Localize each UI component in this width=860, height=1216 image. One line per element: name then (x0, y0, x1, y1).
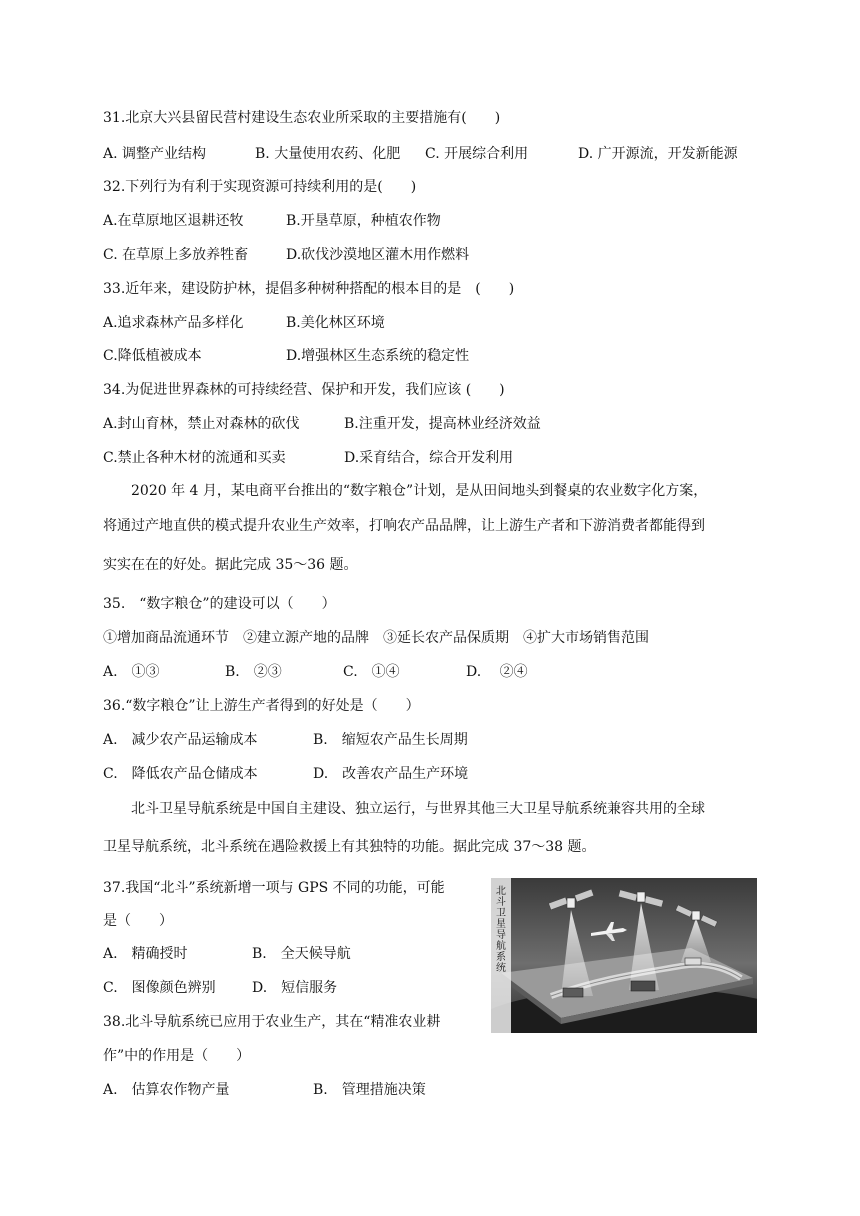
option-a: A.在草原地区退耕还牧 (103, 213, 244, 229)
option-b: B. 管理措施决策 (313, 1082, 426, 1098)
option-d: D. ②④ (466, 664, 528, 680)
option-b: B. ②③ (225, 664, 282, 680)
passage-1-line-3: 实实在在的好处。据此完成 35～36 题。 (103, 557, 358, 573)
passage-2-line-2: 卫星导航系统，北斗系统在遇险救援上有其独特的功能。据此完成 37～38 题。 (103, 839, 596, 855)
option-b: B.美化林区环境 (286, 315, 385, 331)
truck-icon (631, 981, 655, 991)
option-b: B. 全天候导航 (252, 946, 351, 962)
question-36-stem: 36.“数字粮仓”让上游生产者得到的好处是（ ） (103, 698, 420, 714)
option-a: A. 减少农产品运输成本 (103, 732, 258, 748)
option-a: A. 估算农作物产量 (103, 1082, 230, 1098)
figure-vertical-label: 北斗卫星导航系统 (496, 886, 506, 974)
question-35-stem: 35. “数字粮仓”的建设可以（ ） (103, 596, 336, 612)
question-35-choices: ①增加商品流通环节 ②建立源产地的品牌 ③延长农产品保质期 ④扩大市场销售范围 (103, 630, 649, 646)
question-38-stem-line-2: 作”中的作用是（ ） (103, 1048, 251, 1064)
beidou-navigation-figure (491, 878, 757, 1033)
question-31-options (103, 145, 803, 163)
question-34-options-row2 (103, 449, 703, 467)
question-35-options (103, 663, 703, 681)
question-36-options-row1 (103, 731, 703, 749)
option-d: D.采育结合，综合开发利用 (344, 450, 514, 466)
question-37-options-row1 (103, 945, 483, 963)
option-a: A. 精确授时 (103, 946, 188, 962)
option-a: A.追求森林产品多样化 (103, 315, 244, 331)
option-b: B. 缩短农产品生长周期 (313, 732, 468, 748)
question-34-stem: 34.为促进世界森林的可持续经营、保护和开发，我们应该 ( ) (103, 382, 505, 398)
question-32-stem: 32.下列行为有利于实现资源可持续利用的是( ) (103, 179, 417, 195)
option-c: C. ①④ (343, 664, 400, 680)
option-a: A. ①③ (103, 664, 160, 680)
option-c: C.降低植被成本 (103, 348, 202, 364)
question-31-stem: 31.北京大兴县留民营村建设生态农业所采取的主要措施有( ) (103, 110, 501, 126)
passage-2-line-1: 北斗卫星导航系统是中国自主建设、独立运行，与世界其他三大卫星导航系统兼容共用的全球 (131, 801, 705, 817)
option-d: D. 广开源流，开发新能源 (578, 146, 738, 162)
passage-1-line-1: 2020 年 4 月，某电商平台推出的“数字粮仓”计划，是从田间地头到餐桌的农业数字化方案， (131, 483, 708, 499)
question-38-stem-line-1: 38.北斗导航系统已应用于农业生产，其在“精准农业耕 (103, 1014, 441, 1030)
question-32-options-row1 (103, 212, 703, 230)
option-c: C. 图像颜色辨别 (103, 980, 216, 996)
question-33-options-row1 (103, 314, 703, 332)
option-d: D.增强林区生态系统的稳定性 (286, 348, 470, 364)
question-37-stem-line-1: 37.我国“北斗”系统新增一项与 GPS 不同的功能，可能 (103, 880, 445, 896)
option-c: C. 在草原上多放养牲畜 (103, 247, 249, 263)
passage-1-line-2: 将通过产地直供的模式提升农业生产效率，打响农产品品牌，让上游生产者和下游消费者都能得到 (103, 518, 705, 534)
option-b: B.开垦草原，种植农作物 (286, 213, 441, 229)
beidou-illustration (491, 878, 757, 1033)
question-34-options-row1 (103, 415, 703, 433)
option-a: A.封山育林，禁止对森林的砍伐 (103, 416, 300, 432)
question-33-stem: 33.近年来，建设防护林，提倡多种树种搭配的根本目的是 ( ) (103, 281, 515, 297)
option-a: A. 调整产业结构 (103, 146, 207, 162)
question-33-options-row2 (103, 347, 703, 365)
car-icon (685, 958, 701, 965)
option-b: B.注重开发，提高林业经济效益 (344, 416, 541, 432)
question-32-options-row2 (103, 246, 703, 264)
question-36-options-row2 (103, 765, 703, 783)
option-d: D. 短信服务 (252, 980, 338, 996)
question-37-stem-line-2: 是（ ） (103, 913, 173, 929)
option-d: D. 改善农产品生产环境 (313, 766, 469, 782)
option-c: C. 开展综合利用 (425, 146, 529, 162)
question-38-options (103, 1081, 703, 1099)
option-c: C. 降低农产品仓储成本 (103, 766, 258, 782)
option-c: C.禁止各种木材的流通和买卖 (103, 450, 286, 466)
option-d: D.砍伐沙漠地区灌木用作燃料 (286, 247, 470, 263)
question-37-options-row2 (103, 979, 483, 997)
truck-icon (563, 988, 583, 997)
option-b: B. 大量使用农药、化肥 (255, 146, 401, 162)
